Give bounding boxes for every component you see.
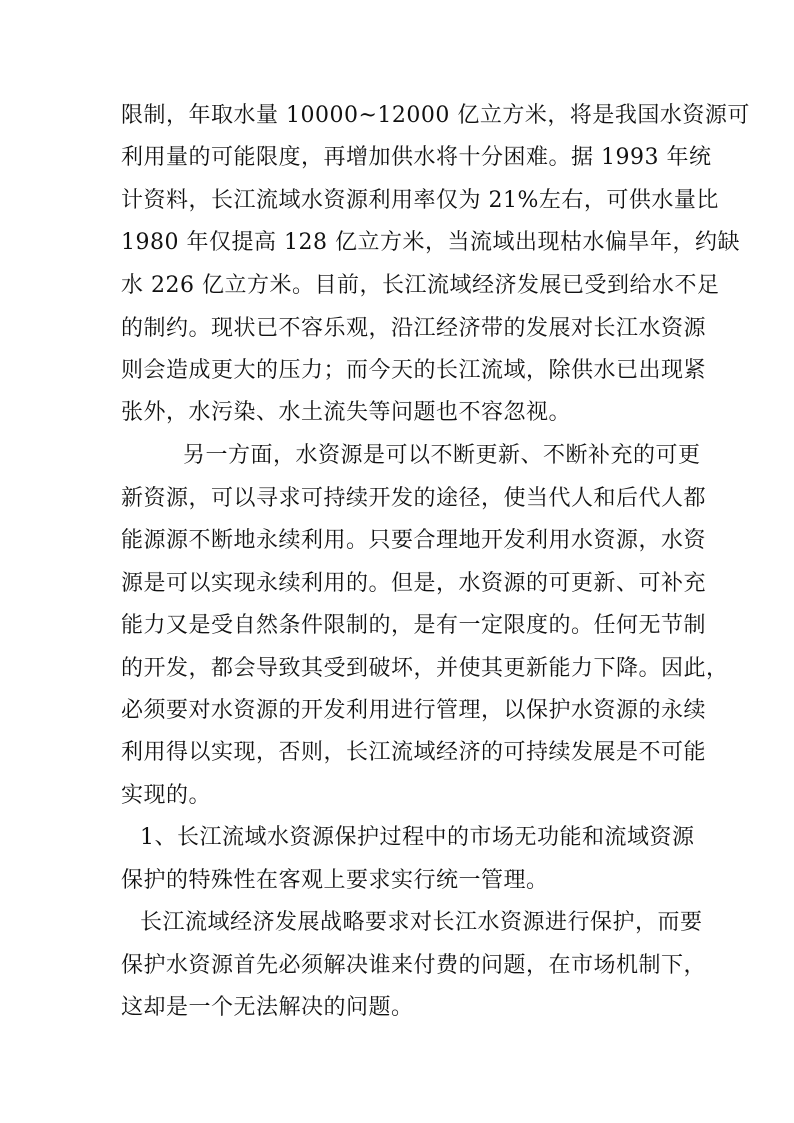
section-heading-line-2: 保护的特殊性在客观上要求实行统一管理。	[121, 868, 549, 893]
text-line-11: 能源源不断地永续利用。只要合理地开发利用水资源，水资	[121, 528, 707, 553]
text-line-8: 张外，水污染、水土流失等问题也不容忽视。	[121, 400, 572, 425]
section-heading-line-1: 1、长江流域水资源保护过程中的市场无功能和流域资源	[140, 825, 695, 850]
text-line-4: 1980 年仅提高 128 亿立方米，当流域出现枯水偏旱年，约缺	[121, 230, 740, 255]
text-line-10: 新资源，可以寻求可持续开发的途径，使当代人和后代人都	[121, 486, 707, 511]
text-line-6: 的制约。现状已不容乐观，沿江经济带的发展对长江水资源	[121, 316, 707, 341]
text-line-2: 利用量的可能限度，再增加供水将十分困难。据 1993 年统	[121, 145, 712, 170]
text-line-17: 实现的。	[121, 783, 212, 808]
text-line-1: 限制，年取水量 10000~12000 亿立方米，将是我国水资源可	[121, 103, 750, 128]
text-line-16: 利用得以实现，否则，长江流域经济的可持续发展是不可能	[121, 740, 707, 765]
text-line-19: 保护水资源首先必须解决谁来付费的问题，在市场机制下，	[121, 953, 707, 978]
text-line-5: 水 226 亿立方米。目前，长江流域经济发展已受到给水不足	[121, 273, 720, 298]
text-line-20: 这却是一个无法解决的问题。	[121, 995, 414, 1020]
text-line-7: 则会造成更大的压力；而今天的长江流域，除供水已出现紧	[121, 358, 707, 383]
text-line-3: 计资料，长江流域水资源利用率仅为 21%左右，可供水量比	[121, 188, 719, 213]
text-line-9: 另一方面，水资源是可以不断更新、不断补充的可更	[183, 443, 701, 468]
text-line-18: 长江流域经济发展战略要求对长江水资源进行保护，而要	[140, 910, 703, 935]
text-line-14: 的开发，都会导致其受到破坏，并使其更新能力下降。因此，	[121, 656, 729, 681]
text-line-15: 必须要对水资源的开发利用进行管理，以保护水资源的永续	[121, 698, 707, 723]
text-line-12: 源是可以实现永续利用的。但是，水资源的可更新、可补充	[121, 571, 707, 596]
text-line-13: 能力又是受自然条件限制的，是有一定限度的。任何无节制	[121, 613, 707, 638]
